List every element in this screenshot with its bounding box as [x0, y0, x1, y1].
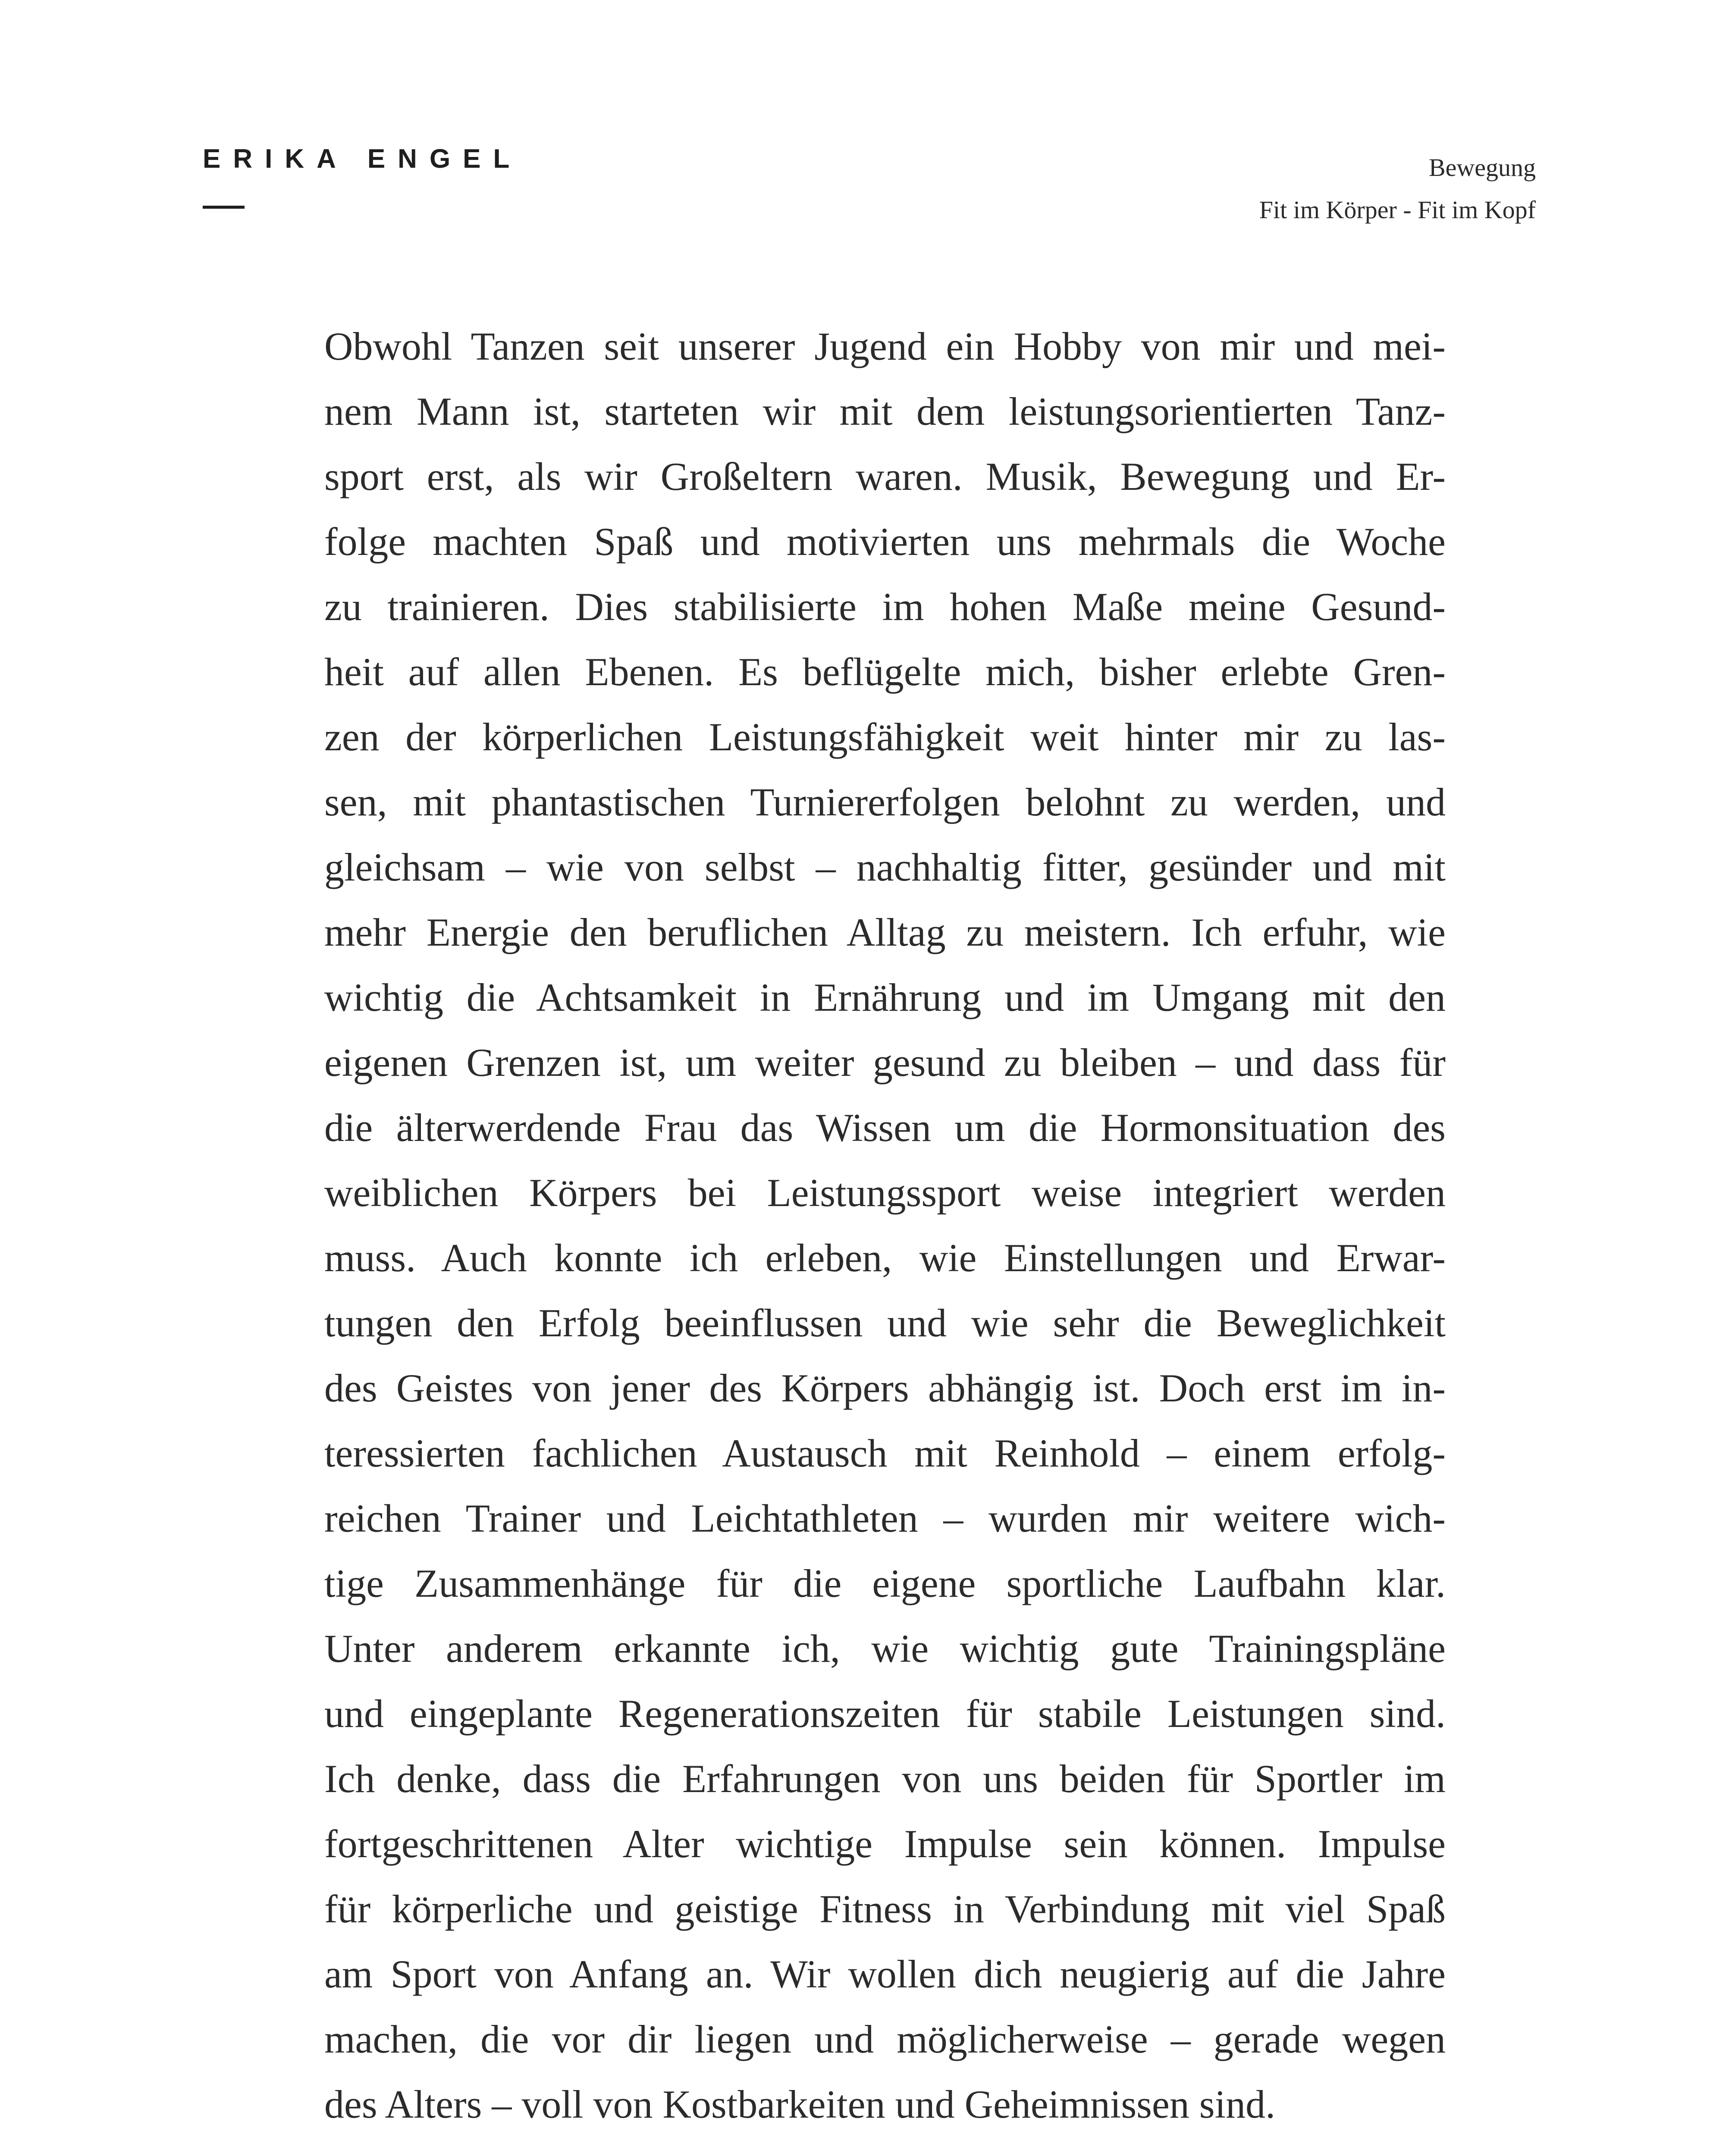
author-underline-rule — [203, 206, 245, 209]
text-line: die älterwerdende Frau das Wissen um die Hormonsituation des — [324, 1106, 1446, 1150]
text-line: weiblichen Körpers bei Leistungssport weise integriert werden — [324, 1171, 1446, 1215]
text-line: des Geistes von jener des Körpers abhängig ist. Doch erst im in- — [324, 1366, 1446, 1410]
author-name: ERIKA ENGEL — [203, 144, 522, 174]
running-head — [1259, 147, 1536, 231]
text-line: Unter anderem erkannte ich, wie wichtig gute Trainingspläne — [324, 1626, 1446, 1670]
text-line: tungen den Erfolg beeinflussen und wie sehr die Beweglichkeit — [324, 1301, 1446, 1345]
text-line: heit auf allen Ebenen. Es beflügelte mich, bisher erlebte Gren- — [324, 650, 1446, 694]
section-subtitle: Fit im Körper - Fit im Kopf — [1259, 196, 1536, 224]
text-line: eigenen Grenzen ist, um weiter gesund zu bleiben – und dass für — [324, 1040, 1446, 1084]
text-line: tige Zusammenhänge für die eigene sportliche Laufbahn klar. — [324, 1561, 1446, 1605]
text-line: und eingeplante Regenerationszeiten für stabile Leistungen sind. — [324, 1692, 1446, 1736]
text-line: machen, die vor dir liegen und möglicherweise – gerade wegen — [324, 2017, 1446, 2061]
text-line: muss. Auch konnte ich erleben, wie Einstellungen und Erwar- — [324, 1236, 1446, 1280]
section-title: Bewegung — [1428, 154, 1536, 182]
text-line: reichen Trainer und Leichtathleten – wurden mir weitere wich- — [324, 1496, 1446, 1540]
text-line: sen, mit phantastischen Turniererfolgen belohnt zu werden, und — [324, 780, 1446, 824]
text-line: zen der körperlichen Leistungsfähigkeit weit hinter mir zu las- — [324, 715, 1446, 759]
text-line: fortgeschrittenen Alter wichtige Impulse sein können. Impulse — [324, 1822, 1446, 1866]
text-line: sport erst, als wir Großeltern waren. Musik, Bewegung und Er- — [324, 454, 1446, 498]
text-line: nem Mann ist, starteten wir mit dem leistungsorientierten Tanz- — [324, 389, 1446, 433]
text-line: mehr Energie den beruflichen Alltag zu meistern. Ich erfuhr, wie — [324, 910, 1446, 954]
text-line: folge machten Spaß und motivierten uns mehrmals die Woche — [324, 520, 1446, 564]
text-line: am Sport von Anfang an. Wir wollen dich neugierig auf die Jahre — [324, 1952, 1446, 1996]
text-line: des Alters – voll von Kostbarkeiten und Geheimnissen sind. — [324, 2082, 1276, 2126]
text-line: für körperliche und geistige Fitness in Verbindung mit viel Spaß — [324, 1887, 1446, 1931]
text-line: gleichsam – wie von selbst – nachhaltig fitter, gesünder und mit — [324, 845, 1446, 889]
text-line: Obwohl Tanzen seit unserer Jugend ein Hobby von mir und mei- — [324, 324, 1446, 368]
body-paragraph — [324, 314, 1446, 2137]
text-line: wichtig die Achtsamkeit in Ernährung und im Umgang mit den — [324, 975, 1446, 1019]
text-line: zu trainieren. Dies stabilisierte im hohen Maße meine Gesund- — [324, 585, 1446, 629]
text-line: Ich denke, dass die Erfahrungen von uns beiden für Sportler im — [324, 1757, 1446, 1801]
text-line: teressierten fachlichen Austausch mit Reinhold – einem erfolg- — [324, 1431, 1446, 1475]
